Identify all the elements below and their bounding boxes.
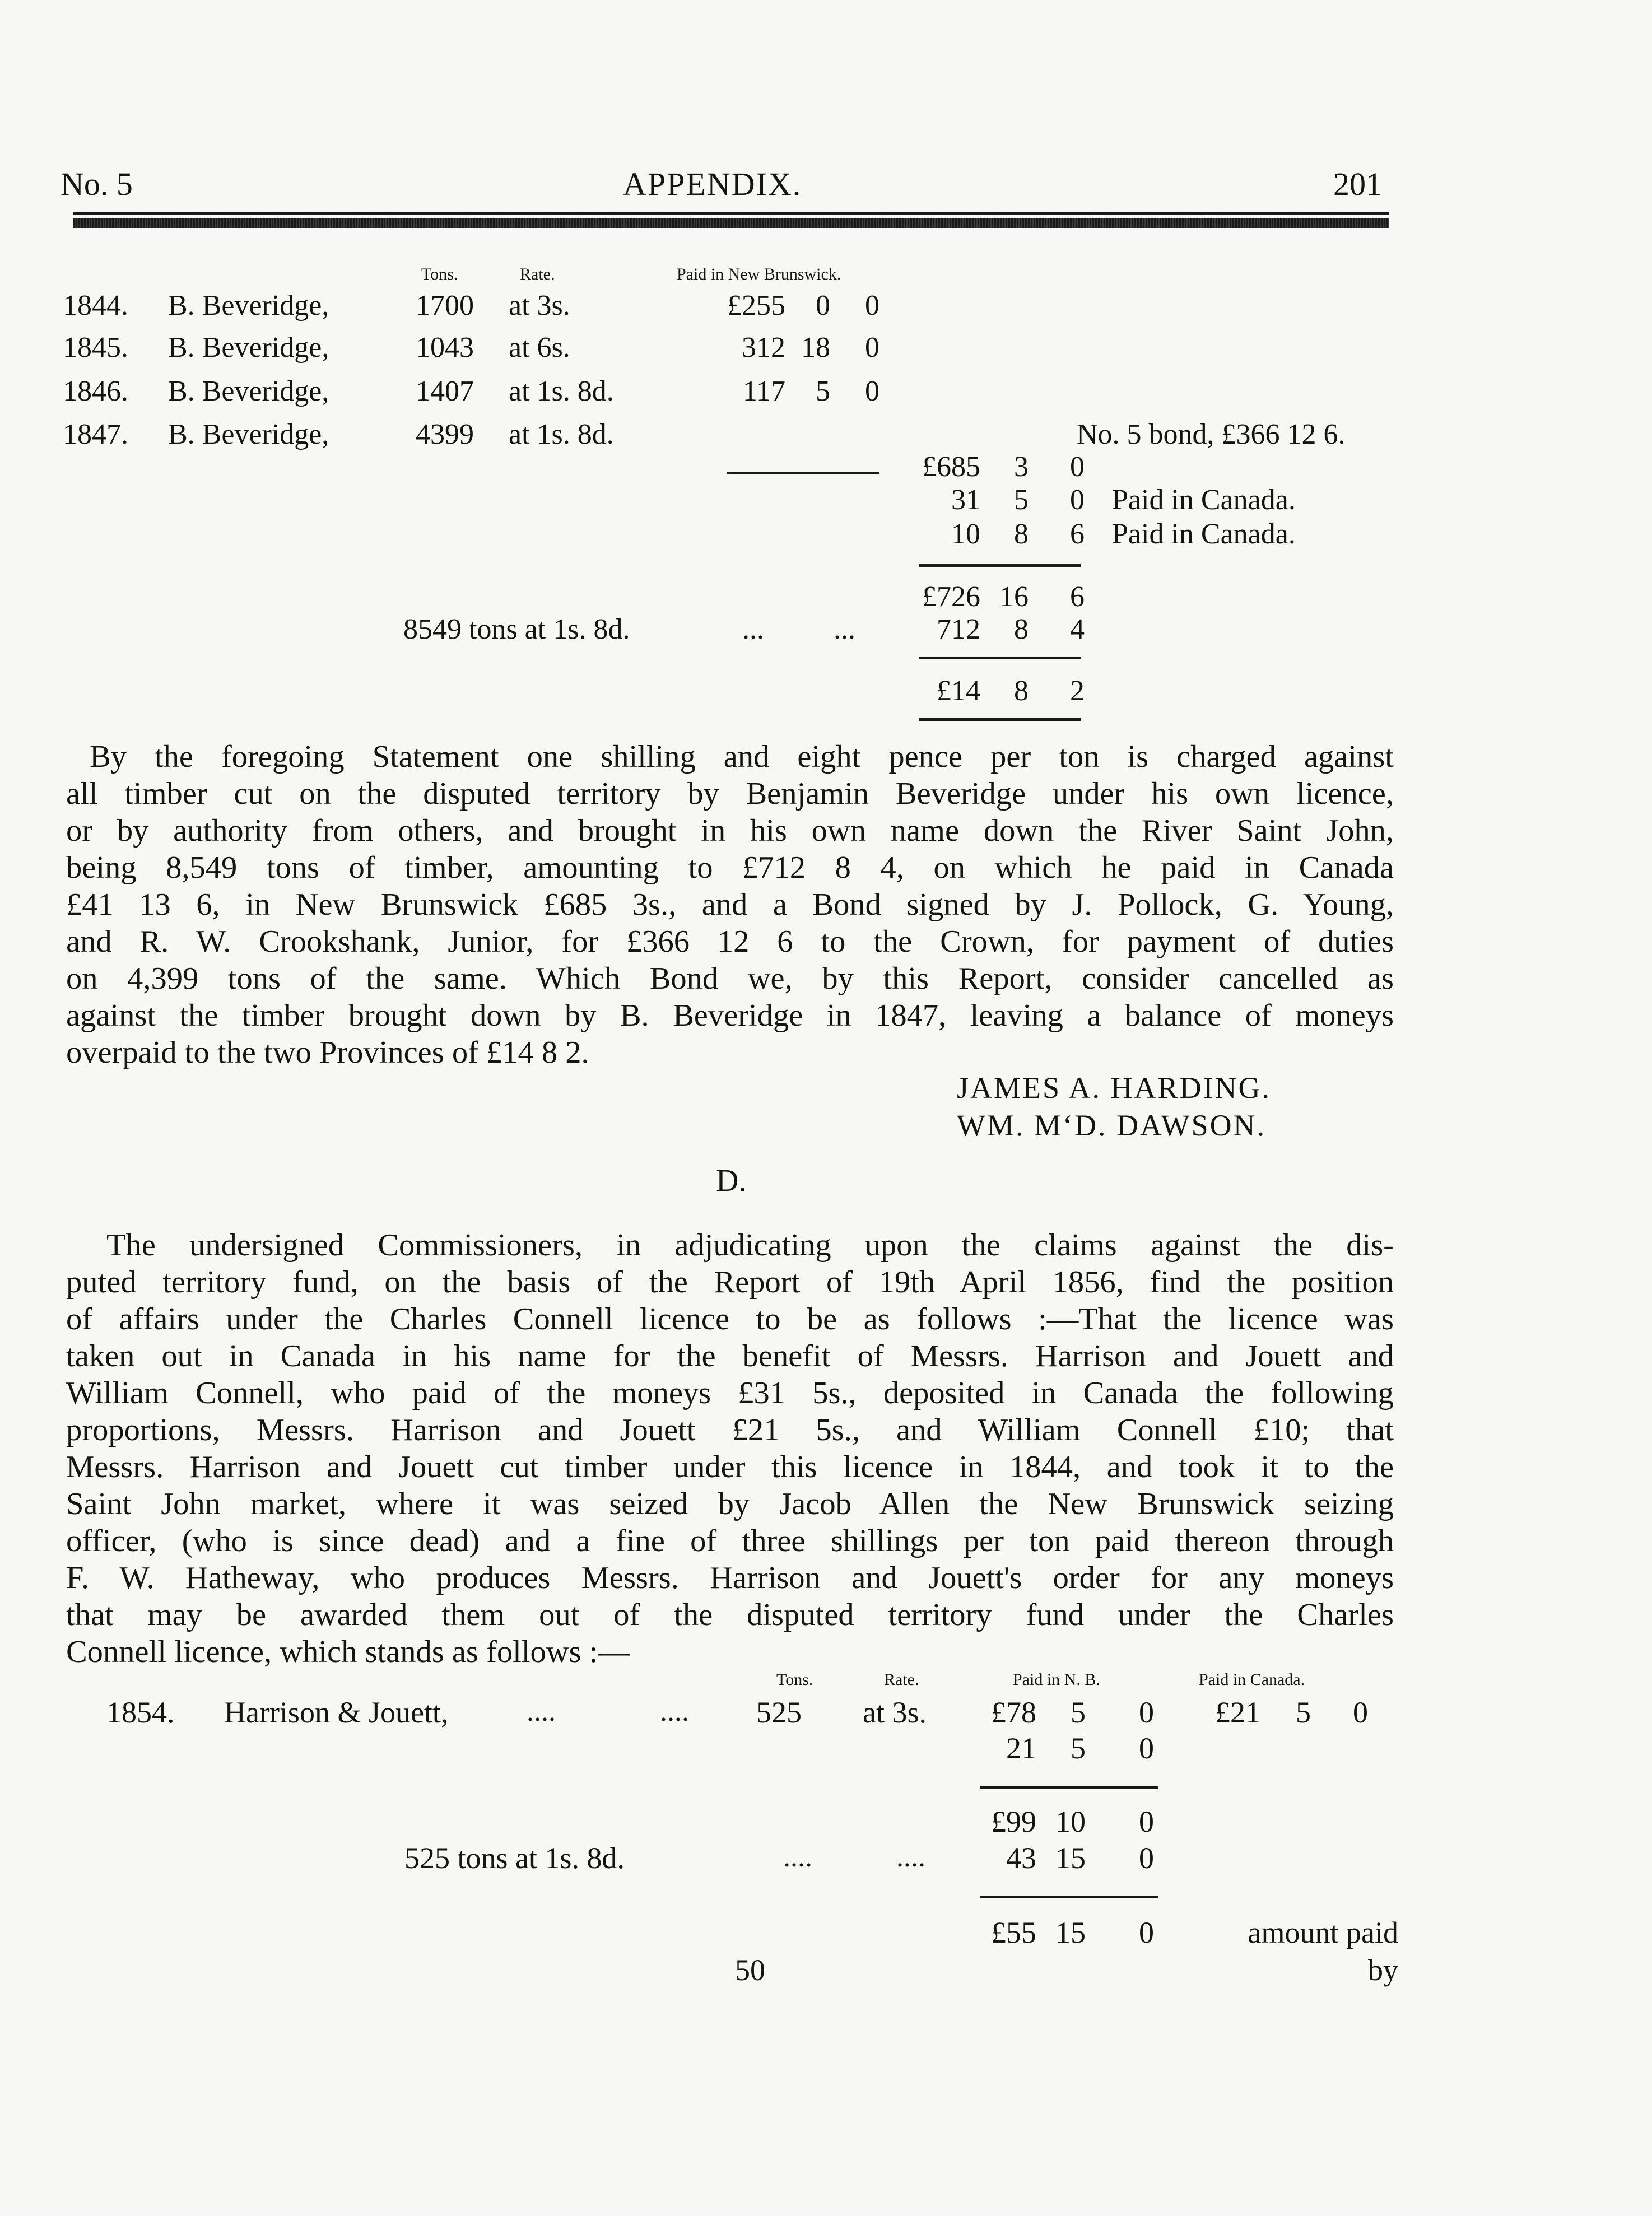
table2-total-pounds: £99 (991, 1805, 1036, 1838)
canada1-shillings: 5 (1014, 484, 1029, 516)
table2-net-note: amount paid (1248, 1916, 1398, 1949)
table2-rule (980, 1786, 1158, 1789)
header-rule-top (73, 212, 1389, 215)
table2-duty-pounds: 43 (1006, 1841, 1036, 1875)
leader-dots: .... (896, 1841, 925, 1873)
table1-rule (919, 657, 1081, 659)
balance-pence: 2 (1070, 675, 1085, 707)
table1-col-paid: Paid in New Brunswick. (677, 265, 841, 283)
duty-pence: 4 (1070, 613, 1085, 645)
canada2-shillings: 8 (1014, 518, 1029, 550)
table2-duty-pence: 0 (1139, 1841, 1154, 1875)
table2-col-rate: Rate. (884, 1670, 919, 1689)
page-section-label: No. 5 (61, 166, 133, 202)
table2-col-canada: Paid in Canada. (1199, 1670, 1305, 1689)
table2-duty-label: 525 tons at 1s. 8d. (404, 1841, 625, 1875)
table1-col-tons: Tons. (421, 265, 458, 283)
leader-dots: ... (834, 613, 855, 645)
total-shillings: 16 (999, 581, 1029, 613)
bond-note: No. 5 bond, £366 12 6. (1077, 418, 1346, 450)
subtotal-pounds: £685 (922, 451, 980, 483)
total-pounds: £726 (922, 581, 980, 613)
table2-duty-shillings: 15 (1055, 1841, 1086, 1875)
table1-col-rate: Rate. (520, 265, 555, 283)
duty-shillings: 8 (1014, 613, 1029, 645)
table1-rule (919, 718, 1081, 721)
leader-dots: .... (783, 1841, 812, 1873)
table2-total-pence: 0 (1139, 1805, 1154, 1838)
table2-net-note-continued: by (1368, 1953, 1398, 1987)
canada2-pence: 6 (1070, 518, 1085, 550)
table2-add-pounds: 21 (1006, 1731, 1036, 1765)
adjudication-paragraph: The undersigned Commissioners, in adjudicating upon the claims against the dis- puted territory fund, on the basis of the Report of 19th April 1856, find the position of affairs under the Charles Connell licence to be as follows :—That the licence was taken out in Canada in his name for the benefit of Messrs. Harrison and Jouett and William Connell, who paid of the moneys £31 5s., deposited in Canada the following proportions, Messrs. Harrison and Jouett £21 5s., and William Connell £10; that Messrs. Harrison and Jouett cut timber under this licence in 1844, and took it to the Saint John market, where it was seized by Jacob Allen the New Brunswick seizing officer, (who is since dead) and a fine of three shillings per ton paid thereon through F. W. Hatheway, who produces Messrs. Harrison and Jouett's order for any moneys that may be awarded them out of the disputed territory fund under the Charles Connell licence, which stands as follows :— (66, 1228, 1394, 1669)
table2-col-nb: Paid in N. B. (1013, 1670, 1100, 1689)
balance-pounds: £14 (937, 675, 980, 707)
subtotal-shillings: 3 (1014, 451, 1029, 483)
table2-net-shillings: 15 (1055, 1916, 1086, 1949)
canada1-pounds: 31 (951, 484, 980, 516)
canada2-note: Paid in Canada. (1112, 518, 1296, 550)
table2-add-shillings: 5 (1071, 1731, 1086, 1765)
balance-shillings: 8 (1014, 675, 1029, 707)
total-pence: 6 (1070, 581, 1085, 613)
table2-col-tons: Tons. (776, 1670, 813, 1689)
leader-dots: ... (742, 613, 764, 645)
table1-rule (919, 564, 1081, 567)
table1-rule (727, 472, 879, 474)
duty-pounds: 712 (937, 613, 980, 645)
section-heading: D. (716, 1163, 747, 1198)
signature-mark: 50 (735, 1953, 765, 1987)
signature-dawson: WM. M‘D. DAWSON. (957, 1109, 1267, 1142)
table2-net-pounds: £55 (991, 1916, 1036, 1949)
table2-net-pence: 0 (1139, 1916, 1154, 1949)
table2-total-shillings: 10 (1055, 1805, 1086, 1838)
table2-add-pence: 0 (1139, 1731, 1154, 1765)
subtotal-pence: 0 (1070, 451, 1085, 483)
page-number: 201 (1333, 166, 1382, 202)
table2-rule (980, 1896, 1158, 1898)
page-running-title: APPENDIX. (623, 166, 802, 202)
canada1-note: Paid in Canada. (1112, 484, 1296, 516)
canada1-pence: 0 (1070, 484, 1085, 516)
signature-harding: JAMES A. HARDING. (957, 1071, 1272, 1105)
header-rule-band (73, 218, 1389, 228)
duty-label: 8549 tons at 1s. 8d. (403, 613, 630, 645)
statement-paragraph: By the foregoing Statement one shilling and eight pence per ton is charged against all timber cut on the disputed territory by Benjamin Beveridge under his own licence, or by authority from others, and brought in his own name down the River Saint John, being 8,549 tons of timber, amounting to £712 8 4, on which he paid in Canada £41 13 6, in New Brunswick £685 3s., and a Bond signed by J. Pollock, G. Young, and R. W. Crookshank, Junior, for £366 12 6 to the Crown, for payment of duties on 4,399 tons of the same. Which Bond we, by this Report, consider cancelled as against the timber brought down by B. Beveridge in 1847, leaving a balance of moneys overpaid to the two Provinces of £14 8 2. (66, 739, 1394, 1070)
canada2-pounds: 10 (951, 518, 980, 550)
